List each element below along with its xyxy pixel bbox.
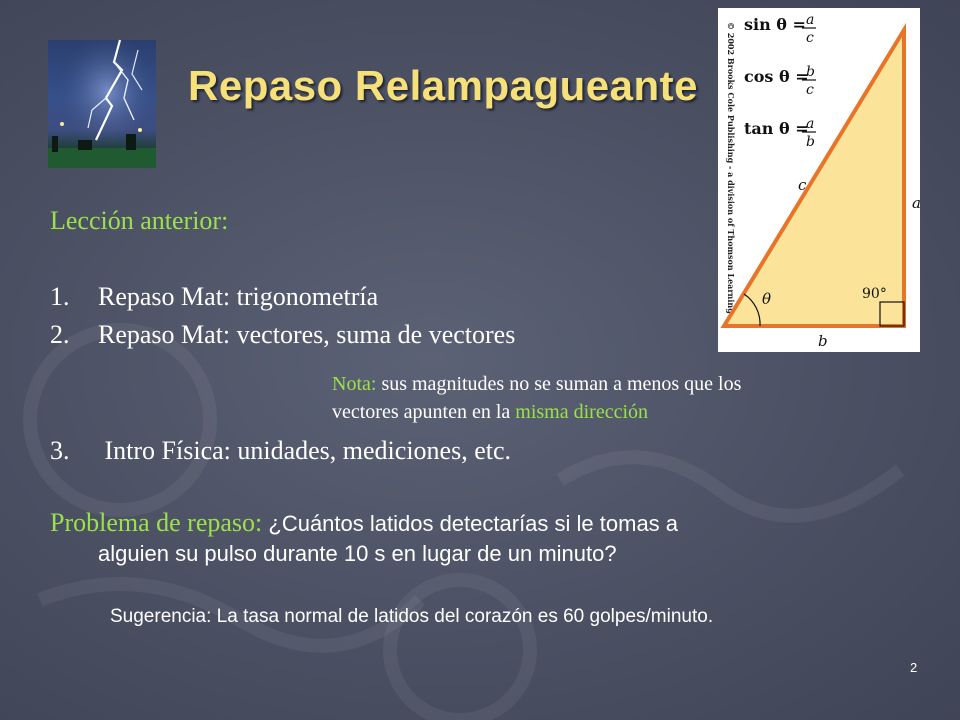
list-item-text: Repaso Mat: vectores, suma de vectores (98, 320, 516, 349)
copyright-text: © 2002 Brooks Cole Publishing - a division of Thomson Learning (726, 22, 736, 314)
problem-question-line2: alguien su pulso durante 10 s en lugar de un minuto? (98, 541, 617, 566)
problem-label: Problema de repaso: (50, 508, 263, 537)
note-block (332, 370, 741, 426)
theta-label: θ (762, 290, 772, 308)
tan-numerator: a (806, 116, 815, 132)
note-label: Nota: (332, 373, 377, 395)
tan-denominator: b (806, 134, 815, 150)
note-text-line2: vectores apunten en la (332, 401, 516, 423)
sin-numerator: a (806, 12, 815, 28)
list-item (50, 436, 511, 466)
tan-formula-lhs: tan θ = (744, 119, 809, 138)
sin-denominator: c (806, 30, 814, 46)
right-angle-label: 90° (862, 286, 887, 302)
slide-title: Repaso Relampagueante (188, 62, 698, 109)
list-item-text: Repaso Mat: trigonometría (98, 282, 379, 311)
cos-denominator: c (806, 82, 814, 98)
hint-text: Sugerencia: La tasa normal de latidos del corazón es 60 golpes/minuto. (110, 606, 714, 627)
list-item-number: 1. (50, 282, 70, 311)
note-text-line1: sus magnitudes no se suman a menos que los (376, 373, 742, 395)
list-item-text: Intro Física: unidades, mediciones, etc. (98, 436, 512, 465)
page-number: 2 (910, 660, 918, 675)
trig-triangle-figure (718, 8, 920, 352)
sin-formula-lhs: sin θ = (744, 15, 806, 34)
list-item-number: 2. (50, 320, 70, 349)
list-item-number: 3. (50, 436, 70, 465)
section-heading: Lección anterior: (50, 206, 229, 235)
side-a-label: a (912, 194, 921, 212)
lightning-photo (48, 40, 156, 168)
problem-question-line1: ¿Cuántos latidos detectarías si le tomas a (262, 511, 679, 536)
cos-numerator: b (806, 64, 815, 80)
list-item (50, 320, 515, 350)
note-highlight: misma dirección (515, 401, 648, 423)
cos-formula-lhs: cos θ = (744, 67, 809, 86)
hypotenuse-label: c (798, 176, 807, 194)
list-item (50, 282, 378, 312)
review-problem (50, 508, 850, 569)
side-b-label: b (818, 332, 828, 350)
